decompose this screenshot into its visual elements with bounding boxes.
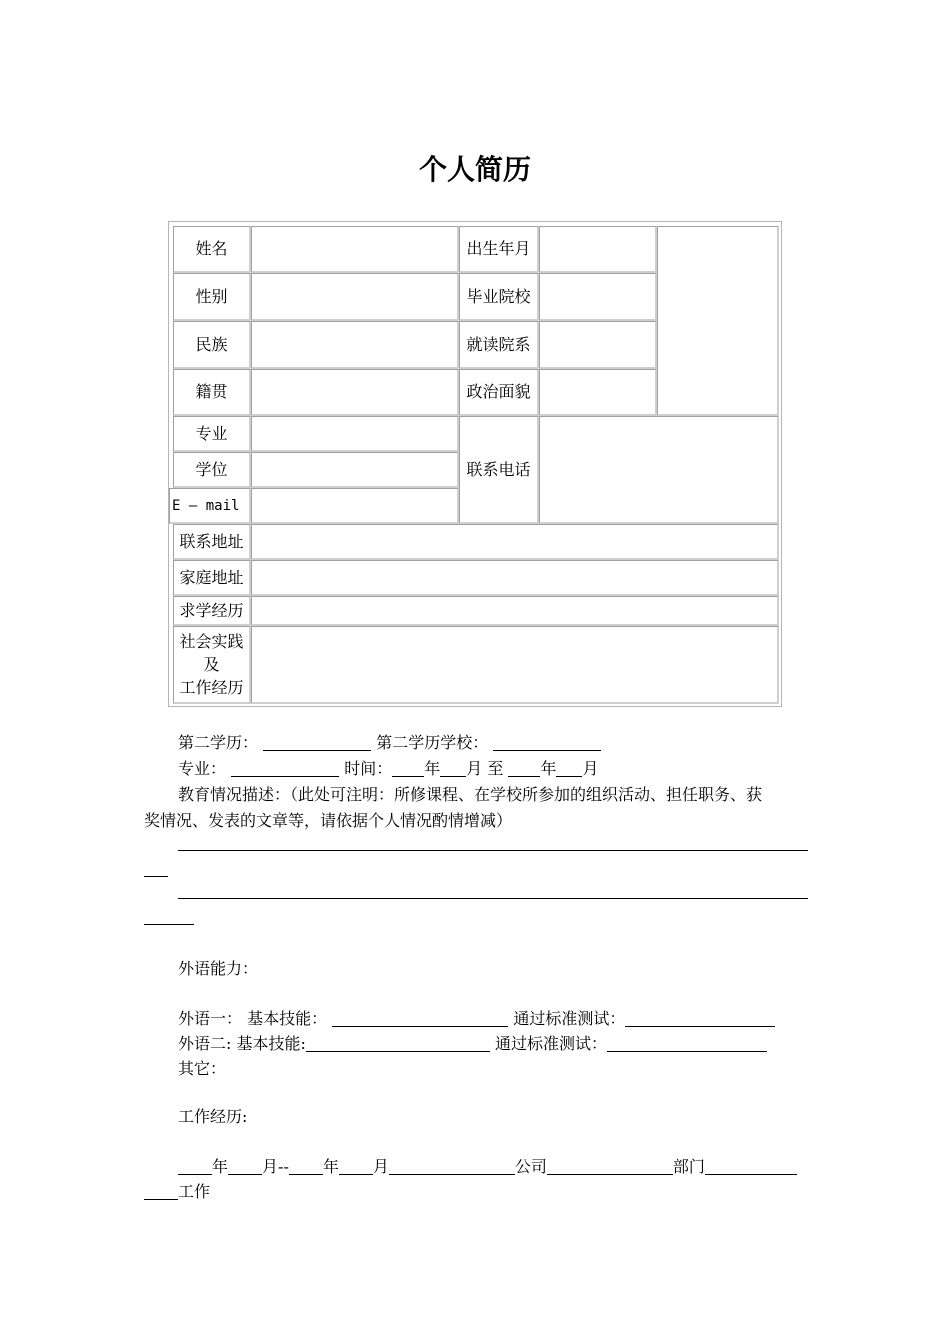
practice-label-line2: 及: [203, 655, 220, 674]
job-blank[interactable]: [144, 1181, 178, 1200]
birth-input[interactable]: [539, 226, 657, 273]
hometown-label: 籍贯: [173, 369, 251, 416]
name-label: 姓名: [173, 226, 251, 273]
education-desc-line2: 奖情况、发表的文章等，请依据个人情况酌情增减）: [144, 811, 513, 830]
work-job-line: 工作: [144, 1179, 810, 1205]
school-label: 毕业院校: [459, 273, 539, 321]
politics-input[interactable]: [539, 369, 657, 416]
work-start-month-blank[interactable]: [228, 1156, 262, 1175]
start-year-blank[interactable]: [392, 758, 424, 777]
work-history-line: 年 月-- 年 月 公司 部门: [144, 1154, 844, 1180]
photo-cell[interactable]: [657, 226, 779, 416]
second-degree-blank[interactable]: [263, 732, 371, 751]
study-history-input[interactable]: [251, 596, 779, 626]
work-history-heading: 工作经历:: [178, 1107, 248, 1126]
degree-input[interactable]: [251, 452, 459, 488]
work-start-year-blank[interactable]: [178, 1156, 212, 1175]
end-year-blank[interactable]: [508, 758, 540, 777]
degree-label: 学位: [173, 452, 251, 488]
start-month-blank[interactable]: [440, 758, 466, 777]
foreign-language-heading: 外语能力：: [178, 959, 259, 978]
department-blank[interactable]: [547, 1156, 673, 1175]
gender-label: 性别: [173, 273, 251, 321]
company-blank[interactable]: [389, 1156, 515, 1175]
department-blank-tail[interactable]: [705, 1156, 797, 1175]
name-input[interactable]: [251, 226, 459, 273]
practice-label-line3: 工作经历: [179, 678, 244, 697]
second-school-blank[interactable]: [493, 732, 601, 751]
hometown-input[interactable]: [251, 369, 459, 416]
education-blank-line-2b[interactable]: [144, 924, 194, 925]
department-input[interactable]: [539, 321, 657, 369]
practice-label-line1: 社会实践: [179, 632, 244, 651]
gender-input[interactable]: [251, 273, 459, 321]
home-address-label: 家庭地址: [173, 560, 251, 596]
resume-form-table: [168, 221, 782, 707]
education-blank-line-1[interactable]: [178, 850, 808, 851]
practice-label: [173, 626, 251, 704]
major-time-line: 专业： 时间： 年 月 至 年 月: [178, 759, 599, 778]
work-end-year-blank[interactable]: [289, 1156, 323, 1175]
email-label: E — mail: [169, 488, 251, 524]
foreign1-skill-blank[interactable]: [332, 1008, 508, 1027]
ethnicity-label: 民族: [173, 321, 251, 369]
ethnicity-input[interactable]: [251, 321, 459, 369]
school-input[interactable]: [539, 273, 657, 321]
foreign1-test-blank[interactable]: [625, 1008, 775, 1027]
education-blank-line-1b[interactable]: [144, 876, 168, 877]
study-history-label: 求学经历: [173, 596, 251, 626]
end-month-blank[interactable]: [556, 758, 582, 777]
page-title: 个人简历: [418, 153, 531, 186]
work-end-month-blank[interactable]: [339, 1156, 373, 1175]
birth-label: 出生年月: [459, 226, 539, 273]
second-degree-line: 第二学历： 第二学历学校：: [144, 730, 844, 756]
second-major-blank[interactable]: [231, 758, 339, 777]
contact-address-label: 联系地址: [173, 524, 251, 560]
email-input[interactable]: [251, 488, 459, 524]
department-label: 就读院系: [459, 321, 539, 369]
education-desc-line1: 教育情况描述：（此处可注明：所修课程、在学校所参加的组织活动、担任职务、获: [178, 785, 763, 804]
home-address-input[interactable]: [251, 560, 779, 596]
foreign2-skill-blank[interactable]: [306, 1033, 490, 1052]
other-label: 其它：: [178, 1059, 227, 1078]
education-blank-line-2[interactable]: [178, 898, 808, 899]
foreign-language-1-line: 外语一： 基本技能： 通过标准测试：: [144, 1006, 844, 1032]
contact-address-input[interactable]: [251, 524, 779, 560]
major-input[interactable]: [251, 416, 459, 452]
major-label: 专业: [173, 416, 251, 452]
phone-label: 联系电话: [459, 416, 539, 524]
politics-label: 政治面貌: [459, 369, 539, 416]
foreign-language-2-line: 外语二: 基本技能: 通过标准测试：: [144, 1031, 844, 1057]
foreign2-test-blank[interactable]: [607, 1033, 767, 1052]
phone-input[interactable]: [539, 416, 779, 524]
practice-input[interactable]: [251, 626, 779, 704]
